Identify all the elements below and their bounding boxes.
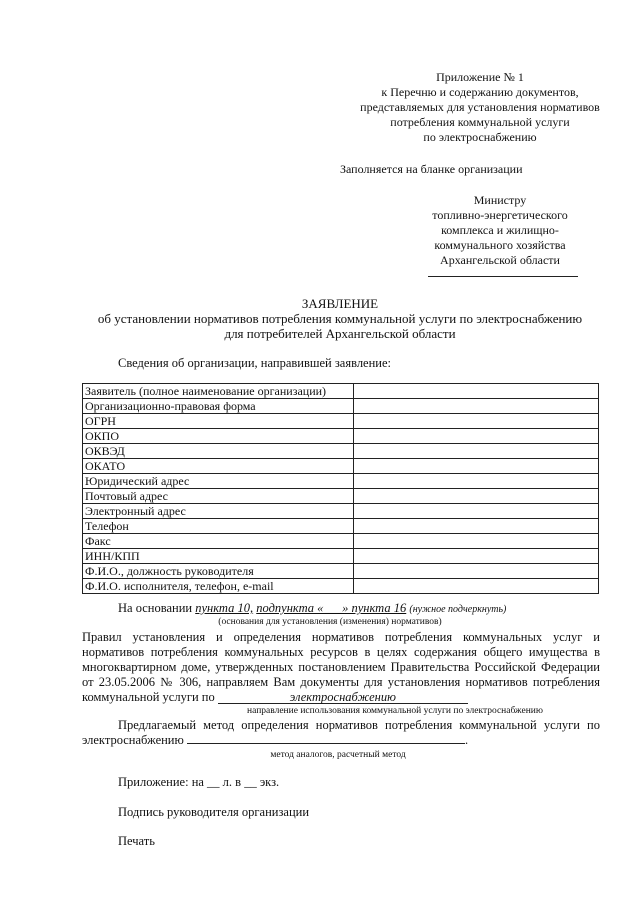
org-field-value[interactable]	[354, 384, 599, 399]
basis-prefix: На основании	[118, 601, 193, 615]
appendix-line: по электроснабжению	[423, 130, 537, 144]
appendix-header	[330, 70, 630, 145]
org-info-table	[82, 383, 599, 594]
method-fill-field[interactable]	[187, 733, 465, 744]
table-row	[83, 414, 599, 429]
addressee-line: топливно-энергетического	[432, 208, 568, 222]
table-row	[83, 564, 599, 579]
title-heading: ЗАЯВЛЕНИЕ	[301, 296, 379, 311]
org-field-value[interactable]	[354, 429, 599, 444]
signature-label: Подпись руководителя организации	[118, 805, 310, 819]
addressee-line: Министру	[473, 193, 527, 207]
table-row	[83, 444, 599, 459]
org-field-label: ОКВЭД	[83, 444, 354, 459]
org-field-label: Ф.И.О. исполнителя, телефон, e-mail	[83, 579, 354, 594]
org-field-label: Телефон	[83, 519, 354, 534]
table-row	[83, 384, 599, 399]
org-field-label: ОГРН	[83, 414, 354, 429]
addressee-block	[400, 193, 600, 268]
seal-label: Печать	[118, 834, 155, 848]
org-field-value[interactable]	[354, 534, 599, 549]
usage-fill-field[interactable]: электроснабжению	[218, 691, 468, 704]
org-field-label: Ф.И.О., должность руководителя	[83, 564, 354, 579]
addressee-line: Архангельской области	[440, 253, 560, 267]
usage-note: направление использования коммунальной услуги по электроснабжению	[247, 706, 543, 716]
org-field-label: Заявитель (полное наименование организации)	[83, 384, 354, 399]
basis-subpoint: подпункта «___» пункта 16	[256, 601, 407, 615]
document-title	[60, 296, 620, 341]
table-row	[83, 489, 599, 504]
blank-note: Заполняется на бланке организации	[340, 162, 523, 176]
table-row	[83, 534, 599, 549]
org-field-label: Почтовый адрес	[83, 489, 354, 504]
addressee-signature-line	[428, 276, 578, 277]
appendix-count: Приложение: на __ л. в __ экз.	[118, 775, 280, 789]
title-line: об установлении нормативов потребления коммунальной услуги по электроснабжению	[97, 311, 583, 326]
appendix-line: к Перечню и содержанию документов,	[381, 85, 579, 99]
org-field-value[interactable]	[354, 489, 599, 504]
org-field-value[interactable]	[354, 579, 599, 594]
paragraph-text: Правил установления и определения нормативов потребления коммунальных услуг и нормативов потребления коммунальных ресурсов в целях содержания общего имущества в многоквартирном доме, утвержденных постановлением Правительства Российской Федерации от 23.05.2006 № 306, направляем Вам документы для установления нормативов потребления коммунальной услуги по	[82, 630, 600, 704]
org-field-value[interactable]	[354, 549, 599, 564]
org-field-value[interactable]	[354, 399, 599, 414]
org-field-label: Организационно-правовая форма	[83, 399, 354, 414]
table-row	[83, 519, 599, 534]
table-row	[83, 579, 599, 594]
basis-hint: (нужное подчеркнуть)	[409, 604, 507, 615]
addressee-line: комплекса и жилищно-	[441, 223, 559, 237]
org-field-value[interactable]	[354, 474, 599, 489]
method-note: метод аналогов, расчетный метод	[270, 750, 406, 760]
table-row	[83, 549, 599, 564]
org-field-label: ОКАТО	[83, 459, 354, 474]
org-field-label: Электронный адрес	[83, 504, 354, 519]
org-field-value[interactable]	[354, 519, 599, 534]
addressee-line: коммунального хозяйства	[434, 238, 566, 252]
method-paragraph: Предлагаемый метод определения нормативов потребления коммунальной услуги по электроснабжению .	[82, 718, 600, 747]
basis-note: (основания для установления (изменения) нормативов)	[218, 617, 442, 627]
org-field-label: Юридический адрес	[83, 474, 354, 489]
table-row	[83, 474, 599, 489]
org-field-label: Факс	[83, 534, 354, 549]
org-field-label: ИНН/КПП	[83, 549, 354, 564]
org-intro: Сведения об организации, направившей заявление:	[118, 356, 392, 370]
appendix-line: представляемых для установления нормативов	[360, 100, 600, 114]
appendix-line: потребления коммунальной услуги	[390, 115, 570, 129]
org-field-label: ОКПО	[83, 429, 354, 444]
table-row	[83, 459, 599, 474]
method-text: Предлагаемый метод определения нормативов потребления коммунальной услуги по электроснабжению	[82, 718, 600, 747]
basis-point: пункта 10,	[195, 601, 254, 615]
org-field-value[interactable]	[354, 564, 599, 579]
org-field-value[interactable]	[354, 414, 599, 429]
org-field-value[interactable]	[354, 444, 599, 459]
table-row	[83, 399, 599, 414]
title-line: для потребителей Архангельской области	[224, 326, 456, 341]
appendix-line: Приложение № 1	[436, 70, 524, 84]
table-row	[83, 429, 599, 444]
main-paragraph	[82, 630, 600, 705]
basis-line	[118, 601, 506, 616]
org-field-value[interactable]	[354, 459, 599, 474]
org-field-value[interactable]	[354, 504, 599, 519]
table-row	[83, 504, 599, 519]
